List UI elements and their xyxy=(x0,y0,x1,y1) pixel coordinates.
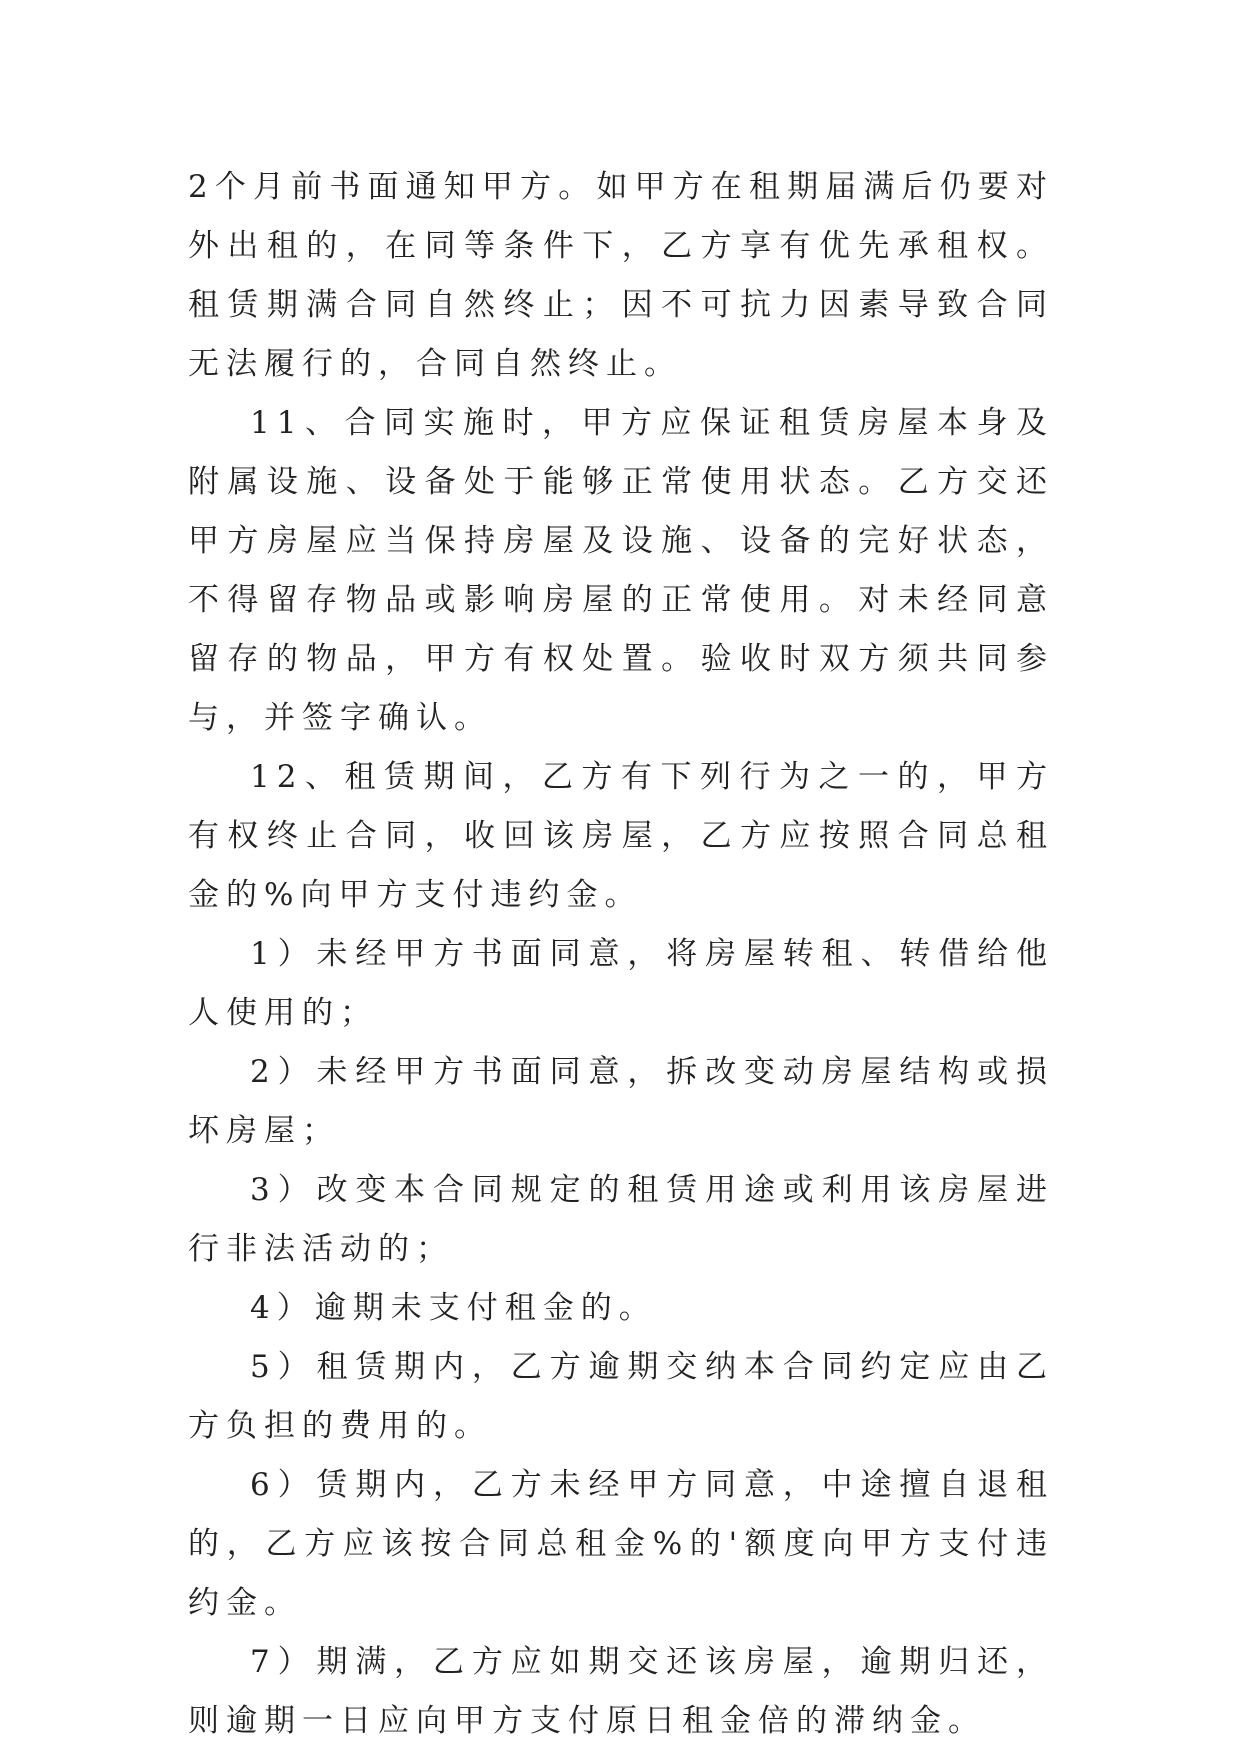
list-item-5: 5）租赁期内，乙方逾期交纳本合同约定应由乙方负担的费用的。 xyxy=(188,1349,1054,1444)
list-item-1: 1）未经甲方书面同意，将房屋转租、转借给他人使用的； xyxy=(188,936,1054,1031)
document-body xyxy=(188,158,1054,1751)
list-item-3: 3）改变本合同规定的租赁用途或利用该房屋进行非法活动的； xyxy=(188,1172,1054,1267)
paragraph-clause-11: 11、合同实施时，甲方应保证租赁房屋本身及附属设施、设备处于能够正常使用状态。乙方交还甲方房屋应当保持房屋及设施、设备的完好状态，不得留存物品或影响房屋的正常使用。对未经同意留存的物品，甲方有权处置。验收时双方须共同参与，并签字确认。 xyxy=(188,405,1054,736)
list-item-6: 6）赁期内，乙方未经甲方同意，中途擅自退租的，乙方应该按合同总租金%的'额度向甲方支付违约金。 xyxy=(188,1467,1054,1621)
list-item-7: 7）期满，乙方应如期交还该房屋，逾期归还，则逾期一日应向甲方支付原日租金倍的滞纳金。 xyxy=(188,1644,1054,1739)
list-item-4: 4）逾期未支付租金的。 xyxy=(250,1290,657,1326)
paragraph-continuation: 2个月前书面通知甲方。如甲方在租期届满后仍要对外出租的，在同等条件下，乙方享有优先承租权。租赁期满合同自然终止；因不可抗力因素导致合同无法履行的，合同自然终止。 xyxy=(188,169,1054,382)
paragraph-clause-12: 12、租赁期间，乙方有下列行为之一的，甲方有权终止合同，收回该房屋，乙方应按照合同总租金的%向甲方支付违约金。 xyxy=(188,759,1054,913)
list-item-2: 2）未经甲方书面同意，拆改变动房屋结构或损坏房屋； xyxy=(188,1054,1054,1149)
